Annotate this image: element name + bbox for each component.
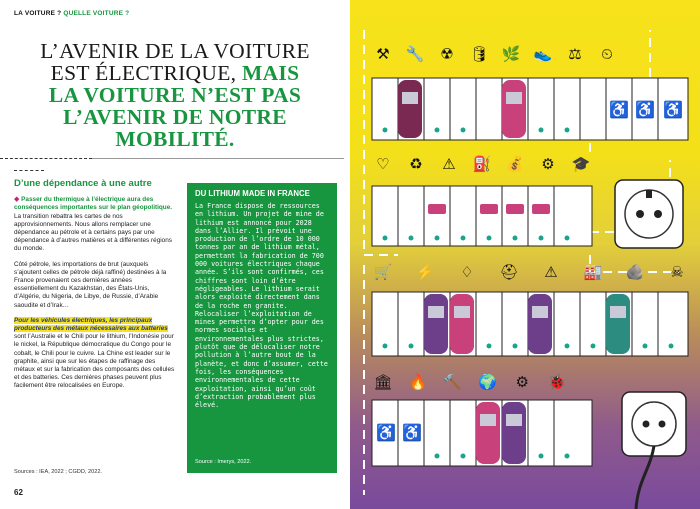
article-p1-rest: La transition rebattra les cartes de nos approvisionnements. Nous allons remplacer une dépendance au pétrole et à certains pays par une dépendance à d’autres matières et à différentes régions du monde. [14, 212, 172, 253]
car-purple [528, 294, 552, 354]
car-pink-dark [398, 80, 422, 138]
globe-icon: 🌍 [478, 374, 497, 391]
rubric [14, 10, 129, 17]
article-lead: Passer du thermique à l’électrique aura des conséquences importantes sur le plan géopolitique. [14, 196, 173, 212]
diamond-bullet-icon: ◆ [14, 196, 20, 204]
rubric-part1: LA VOITURE ? [14, 10, 64, 17]
article-paragraph-3 [14, 317, 176, 391]
car-pink [476, 402, 500, 464]
shoe-icon: 👟 [533, 46, 553, 63]
wheelchair-icon: ♿ [376, 425, 396, 442]
headline-line2a: EST ÉLECTRIQUE, [50, 61, 242, 85]
wheelchair-icon: ♿ [663, 102, 683, 119]
article-column [14, 180, 176, 398]
headline-line3: LA VOITURE N’EST PAS [48, 83, 302, 107]
parking-row-1 [372, 78, 688, 140]
skull-icon: ☠ [670, 264, 684, 281]
parking-illustration [350, 0, 700, 509]
wrench-icon: 🔧 [405, 46, 425, 63]
hammer-icon: 🔨 [443, 374, 462, 391]
icon-row-2 [372, 156, 592, 173]
headline-line2b: MAIS [241, 61, 300, 85]
rock-icon: 🪨 [625, 264, 645, 281]
article-p3-rest: sont l’Australie et le Chili pour le lithium, l’Indonésie pour le nickel, la République démocratique du Congo pour le cobalt, le Chili pour le cuivre. La Chine est leader sur le graphite, ainsi que sur les étapes de raffinage des métaux et sur la fabrication des composants des cellules et des batteries. Ces dernières phases peuvent plus facilement être relocalisées en Europe. [14, 333, 175, 390]
dashed-divider [0, 158, 92, 159]
article-highlight: Pour les véhicules électriques, les principaux producteurs des métaux nécessaires aux batteries [14, 316, 168, 333]
fuel-icon: ⛽ [472, 156, 492, 173]
warning-icon: ⚠ [442, 156, 456, 173]
car-purple [502, 402, 526, 464]
helmet-icon: ⛑ [499, 264, 519, 281]
headline [14, 40, 336, 150]
icon-row-4 [372, 374, 568, 391]
car-pink [450, 294, 474, 354]
charging-plug-icon [622, 392, 686, 509]
bank-icon: 🏛 [373, 374, 393, 391]
wheelchair-icon: ♿ [635, 102, 655, 119]
factory-icon: 🏭 [583, 264, 603, 281]
article-paragraph-2: Côté pétrole, les importations de brut (auxquels s’ajoutent celles de pétrole déjà raffiné) destinées à la France provenaient ces dernières années essentiellement du Kazakhstan, des États-Unis, d’Algérie, du Nigeria, de Libye, de Russie, d’Arabie saoudite et d’Irak… [14, 260, 167, 309]
oil-barrel-icon: 🛢 [469, 46, 489, 63]
mine-cart-icon: 🛒 [373, 264, 393, 281]
recycle-icon: ♻ [409, 156, 423, 173]
box-body: La France dispose de ressources en lithium. Un projet de mine de lithium est annoncé pour 2028 dans l’Allier. Il prévoit une production de l’ordre de 10 000 tonnes par an de lithium métal, permettant la fabrication de 700 000 voitures électriques chaque année. S’ils sont confirmés, ces chiffres sont loin d’être négligeables. Le lithium serait alors exploité directement dans de la roche en granite. Relocaliser l’exploitation de mines permettra d’opter pour des normes sociales et environnementales plus strictes, plutôt que de délocaliser notre pollution à l’autre bout de la planète, et donc d’assumer, cette fois, les conséquences environnementales de cette exploitation, ainsi qu’un coût d’extraction probablement plus élevé. [195, 202, 328, 410]
parking-row-2 [372, 180, 683, 248]
cone-icon: ⚠ [544, 264, 558, 281]
money-bag-icon: 💰 [505, 156, 525, 173]
bug-icon: 🐞 [547, 374, 567, 391]
wheelchair-icon: ♿ [609, 102, 629, 119]
icon-row-3 [372, 264, 688, 281]
illustration-page [350, 0, 700, 509]
solid-divider [92, 158, 344, 159]
box-title: DU LITHIUM MADE IN FRANCE [195, 189, 310, 198]
fire-icon: 🔥 [408, 374, 428, 391]
gear-icon: ⚙ [541, 156, 555, 173]
radiation-icon: ☢ [440, 46, 454, 63]
article-paragraph-1 [14, 196, 176, 253]
article-subhead: D’une dépendance à une autre [14, 178, 152, 189]
lithium-box [187, 183, 337, 473]
gauge-icon: ⏲ [601, 46, 613, 63]
car-teal [606, 294, 630, 354]
plant-icon: 🌿 [501, 46, 521, 63]
parking-row-3 [372, 292, 688, 356]
diamond-icon: ♢ [460, 264, 474, 281]
dashed-divider-short [14, 170, 44, 171]
article-sources: Sources : IEA, 2022 ; CGDD, 2022. [14, 469, 102, 475]
box-source: Source : Imerys, 2022. [195, 459, 252, 465]
headline-line1: L’AVENIR DE LA VOITURE [40, 39, 310, 63]
headline-line4: L’AVENIR DE NOTRE [63, 105, 287, 129]
rubric-part2: QUELLE VOITURE ? [63, 10, 130, 17]
car-pink [502, 80, 526, 138]
icon-row-1 [372, 46, 618, 63]
gear-icon: ⚙ [515, 374, 529, 391]
car-purple [424, 294, 448, 354]
hammer-icon: ⚒ [376, 46, 390, 63]
scale-icon: ⚖ [568, 46, 582, 63]
wheelchair-icon: ♿ [402, 425, 422, 442]
parking-row-4 [372, 400, 592, 466]
page-number: 62 [14, 488, 23, 497]
lightning-icon: ⚡ [415, 264, 435, 281]
graduation-icon: 🎓 [571, 156, 591, 173]
headline-line5: MOBILITÉ. [115, 127, 235, 151]
heart-icon: ♡ [376, 156, 390, 173]
